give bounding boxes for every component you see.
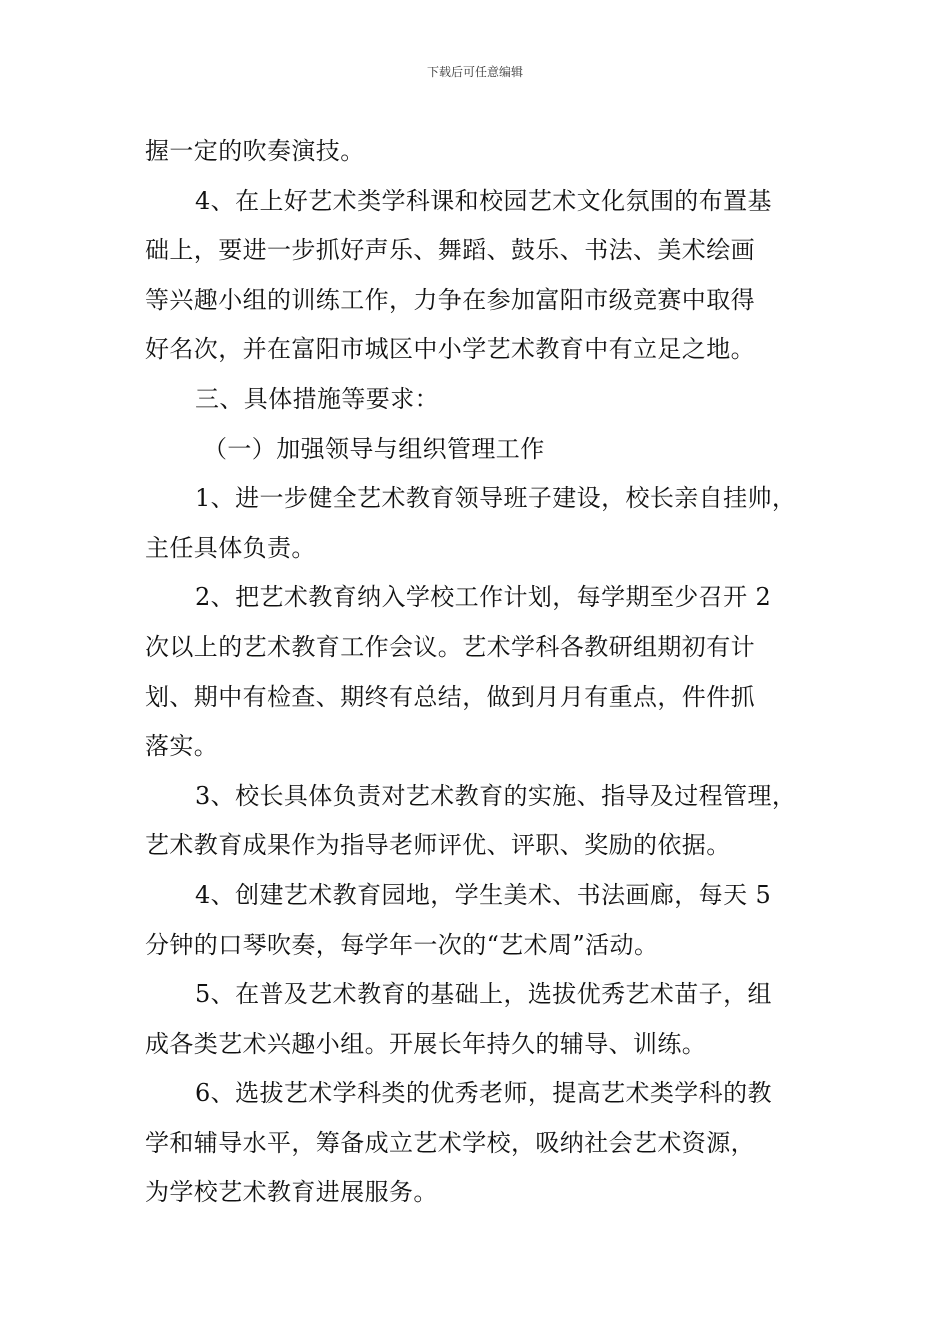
text-line: 划、期中有检查、期终有总结，做到月月有重点，件件抓 [145, 682, 755, 711]
text-line: 成各类艺术兴趣小组。开展长年持久的辅导、训练。 [145, 1029, 707, 1058]
paragraph-4-line: 4、在上好艺术类学科课和校园艺术文化氛围的布置基 [195, 186, 772, 215]
document-body [145, 127, 825, 1218]
text-line: 分钟的口琴吹奏，每学年一次的“艺术周”活动。 [145, 930, 659, 959]
text-line: 学和辅导水平，筹备成立艺术学校，吸纳社会艺术资源， [145, 1128, 755, 1157]
item-4-line: 4、创建艺术教育园地，学生美术、书法画廊，每天 5 [195, 880, 772, 909]
page-header-note: 下载后可任意编辑 [426, 65, 523, 79]
item-1-line: 1、进一步健全艺术教育领导班子建设，校长亲自挂帅， [195, 484, 797, 513]
section-heading: 三、具体措施等要求： [195, 384, 439, 413]
text-line: 主任具体负责。 [145, 533, 316, 562]
item-3-line: 3、校长具体负责对艺术教育的实施、指导及过程管理， [195, 781, 797, 810]
subsection-heading: （一）加强领导与组织管理工作 [203, 434, 545, 463]
item-6-line: 6、选拔艺术学科类的优秀老师，提高艺术类学科的教 [195, 1079, 772, 1108]
text-line: 等兴趣小组的训练工作，力争在参加富阳市级竞赛中取得 [145, 285, 755, 314]
text-line: 础上，要进一步抓好声乐、舞蹈、鼓乐、书法、美术绘画 [145, 236, 755, 265]
text-line: 为学校艺术教育进展服务。 [145, 1178, 438, 1207]
text-line: 次以上的艺术教育工作会议。艺术学科各教研组期初有计 [145, 632, 755, 661]
text-line: 好名次，并在富阳市城区中小学艺术教育中有立足之地。 [145, 335, 755, 364]
text-line: 落实。 [145, 732, 219, 761]
text-line: 艺术教育成果作为指导老师评优、评职、奖励的依据。 [145, 831, 731, 860]
text-line: 握一定的吹奏演技。 [145, 137, 365, 165]
item-5-line: 5、在普及艺术教育的基础上，选拔优秀艺术苗子，组 [195, 980, 772, 1009]
item-2-line: 2、把艺术教育纳入学校工作计划，每学期至少召开 2 [195, 583, 772, 612]
